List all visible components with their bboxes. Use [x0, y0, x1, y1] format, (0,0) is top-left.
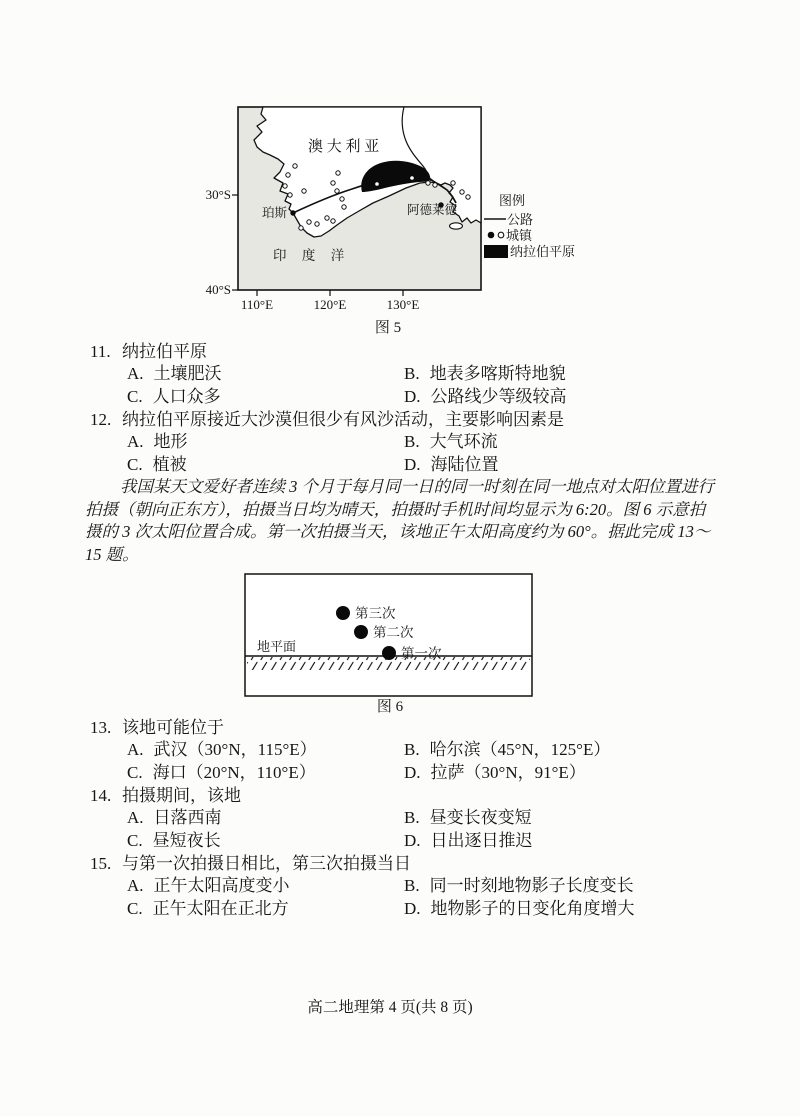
- option-d[interactable]: D. 海陆位置: [404, 454, 499, 474]
- question-number: 14.: [90, 786, 112, 805]
- legend-plain-label: 纳拉伯平原: [510, 244, 576, 259]
- intro-line: 拍摄（朝向正东方），拍摄当日均为晴天，拍摄时手机时间均显示为 6:20。图 6 示意拍: [85, 499, 706, 519]
- sun-dot-first: [382, 646, 396, 660]
- figure5-caption: 图 5: [374, 320, 402, 336]
- lon-label: 130°E: [386, 297, 420, 312]
- question-15: [0, 853, 800, 920]
- lat-label: 30°S: [205, 187, 231, 202]
- lon-label: 120°E: [313, 297, 347, 312]
- intro-line: 摄的 3 次太阳位置合成。第一次拍摄当天，该地正午太阳高度约为 60°。据此完成 13～: [85, 522, 711, 542]
- question-stem: 纳拉伯平原接近大沙漠但很少有风沙活动，主要影响因素是: [122, 410, 564, 429]
- sun-label-third: 第三次: [355, 606, 396, 621]
- question-stem: 与第一次拍摄日相比，第三次拍摄当日: [122, 854, 411, 873]
- sun-label-second: 第二次: [373, 625, 414, 640]
- figure-5-map: [200, 95, 600, 340]
- option-d[interactable]: D. 拉萨（30°N，91°E）: [404, 762, 586, 782]
- option-b[interactable]: B. 同一时刻地物影子长度变长: [404, 876, 634, 896]
- perth-label: 珀斯: [262, 206, 288, 220]
- town-legend-open-dot: [498, 232, 504, 238]
- legend-title: 图例: [499, 193, 526, 208]
- option-b[interactable]: B. 大气环流: [404, 432, 498, 452]
- question-14: [0, 785, 800, 852]
- question-12: [0, 409, 800, 476]
- option-a[interactable]: A. 正午太阳高度变小: [127, 876, 290, 896]
- question-number: 15.: [90, 854, 112, 873]
- option-c[interactable]: C. 海口（20°N，110°E）: [127, 762, 316, 782]
- legend-road-label: 公路: [507, 212, 534, 227]
- plain-legend-swatch: [484, 245, 508, 258]
- country-label: 澳 大 利 亚: [308, 139, 380, 155]
- intro-paragraph: [85, 476, 725, 567]
- question-number: 12.: [90, 410, 112, 429]
- town-legend-solid-dot: [488, 232, 495, 239]
- legend-town-label: 城镇: [506, 228, 533, 243]
- option-d[interactable]: D. 日出逐日推迟: [404, 830, 533, 850]
- question-stem: 该地可能位于: [122, 718, 224, 737]
- intro-line: 我国某天文爱好者连续 3 个月于每月同一日的同一时刻在同一地点对太阳位置进行: [120, 477, 714, 496]
- option-a[interactable]: A. 土壤肥沃: [127, 364, 222, 384]
- option-b[interactable]: B. 地表多喀斯特地貌: [404, 364, 566, 384]
- question-number: 11.: [90, 342, 111, 361]
- option-d[interactable]: D. 地物影子的日变化角度增大: [404, 898, 635, 918]
- question-number: 13.: [90, 718, 112, 737]
- figure-6-sun-positions: [230, 565, 550, 720]
- intro-line: 15 题。: [85, 545, 139, 565]
- sun-dot-second: [354, 625, 368, 639]
- figure6-caption: 图 6: [376, 699, 404, 715]
- question-11: [0, 341, 800, 408]
- sun-dot-third: [336, 606, 350, 620]
- horizon-label: 地平面: [257, 639, 297, 654]
- option-b[interactable]: B. 昼变长夜变短: [404, 808, 532, 828]
- question-13: [0, 717, 800, 784]
- option-c[interactable]: C. 人口众多: [127, 386, 221, 406]
- adelaide-label: 阿德莱德: [407, 203, 458, 217]
- sun-label-first: 第一次: [401, 646, 442, 661]
- town-dot: [375, 182, 379, 186]
- question-stem: 拍摄期间，该地: [122, 786, 241, 805]
- option-c[interactable]: C. 昼短夜长: [127, 830, 221, 850]
- perth-dot: [290, 210, 295, 215]
- option-b[interactable]: B. 哈尔滨（45°N，125°E）: [404, 740, 611, 760]
- island-shape: [450, 223, 463, 229]
- town-dot: [410, 176, 414, 180]
- option-c[interactable]: C. 植被: [127, 454, 187, 474]
- page-footer: 高二地理第 4 页(共 8 页): [307, 999, 473, 1016]
- option-c[interactable]: C. 正午太阳在正北方: [127, 898, 289, 918]
- option-a[interactable]: A. 日落西南: [127, 808, 222, 828]
- option-d[interactable]: D. 公路线少等级较高: [404, 386, 567, 406]
- question-stem: 纳拉伯平原: [122, 342, 207, 361]
- map-legend: [484, 193, 575, 259]
- ocean-label: 印 度 洋: [273, 248, 351, 263]
- lat-label: 40°S: [205, 282, 231, 297]
- option-a[interactable]: A. 武汉（30°N，115°E）: [127, 740, 317, 760]
- lon-label: 110°E: [240, 297, 274, 312]
- option-a[interactable]: A. 地形: [127, 432, 188, 452]
